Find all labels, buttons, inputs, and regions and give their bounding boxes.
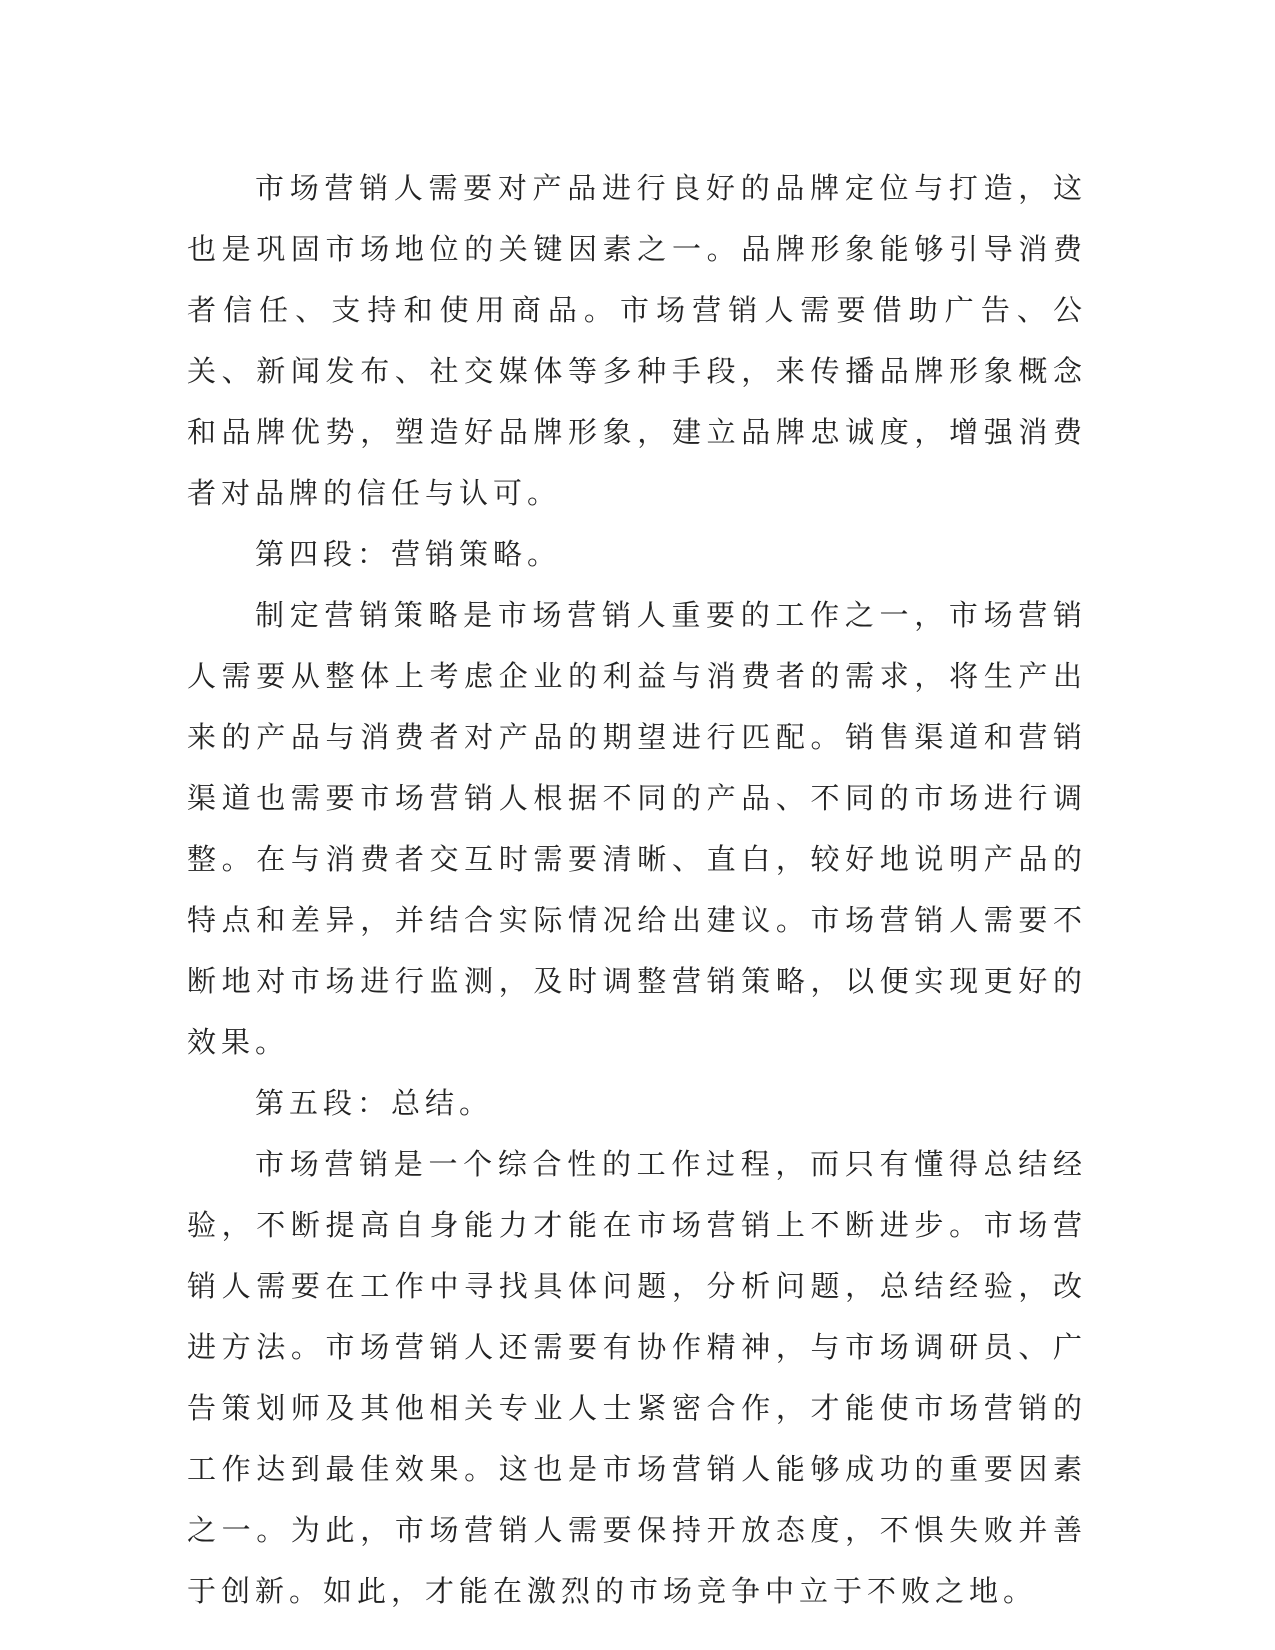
section-heading-summary: 第五段：总结。 <box>255 1086 494 1120</box>
paragraph-brand-building: 市场营销人需要对产品进行良好的品牌定位与打造，这也是巩固市场地位的关键因素之一。品牌形象能够引导消费者信任、支持和使用商品。市场营销人需要借助广告、公关、新闻发布、社交媒体等多种手段，来传播品牌形象概念和品牌优势，塑造好品牌形象，建立品牌忠诚度，增强消费者对品牌的信任与认可。 <box>187 171 1087 510</box>
section-heading-marketing-strategy: 第四段：营销策略。 <box>255 537 562 571</box>
document-body <box>187 158 1087 1622</box>
paragraph-marketing-strategy: 制定营销策略是市场营销人重要的工作之一，市场营销人需要从整体上考虑企业的利益与消费者的需求，将生产出来的产品与消费者对产品的期望进行匹配。销售渠道和营销渠道也需要市场营销人根据不同的产品、不同的市场进行调整。在与消费者交互时需要清晰、直白，较好地说明产品的特点和差异，并结合实际情况给出建议。市场营销人需要不断地对市场进行监测，及时调整营销策略，以便实现更好的效果。 <box>187 598 1087 1059</box>
paragraph-summary: 市场营销是一个综合性的工作过程，而只有懂得总结经验，不断提高自身能力才能在市场营销上不断进步。市场营销人需要在工作中寻找具体问题，分析问题，总结经验，改进方法。市场营销人还需要有协作精神，与市场调研员、广告策划师及其他相关专业人士紧密合作，才能使市场营销的工作达到最佳效果。这也是市场营销人能够成功的重要因素之一。为此，市场营销人需要保持开放态度，不惧失败并善于创新。如此，才能在激烈的市场竞争中立于不败之地。 <box>187 1147 1087 1608</box>
